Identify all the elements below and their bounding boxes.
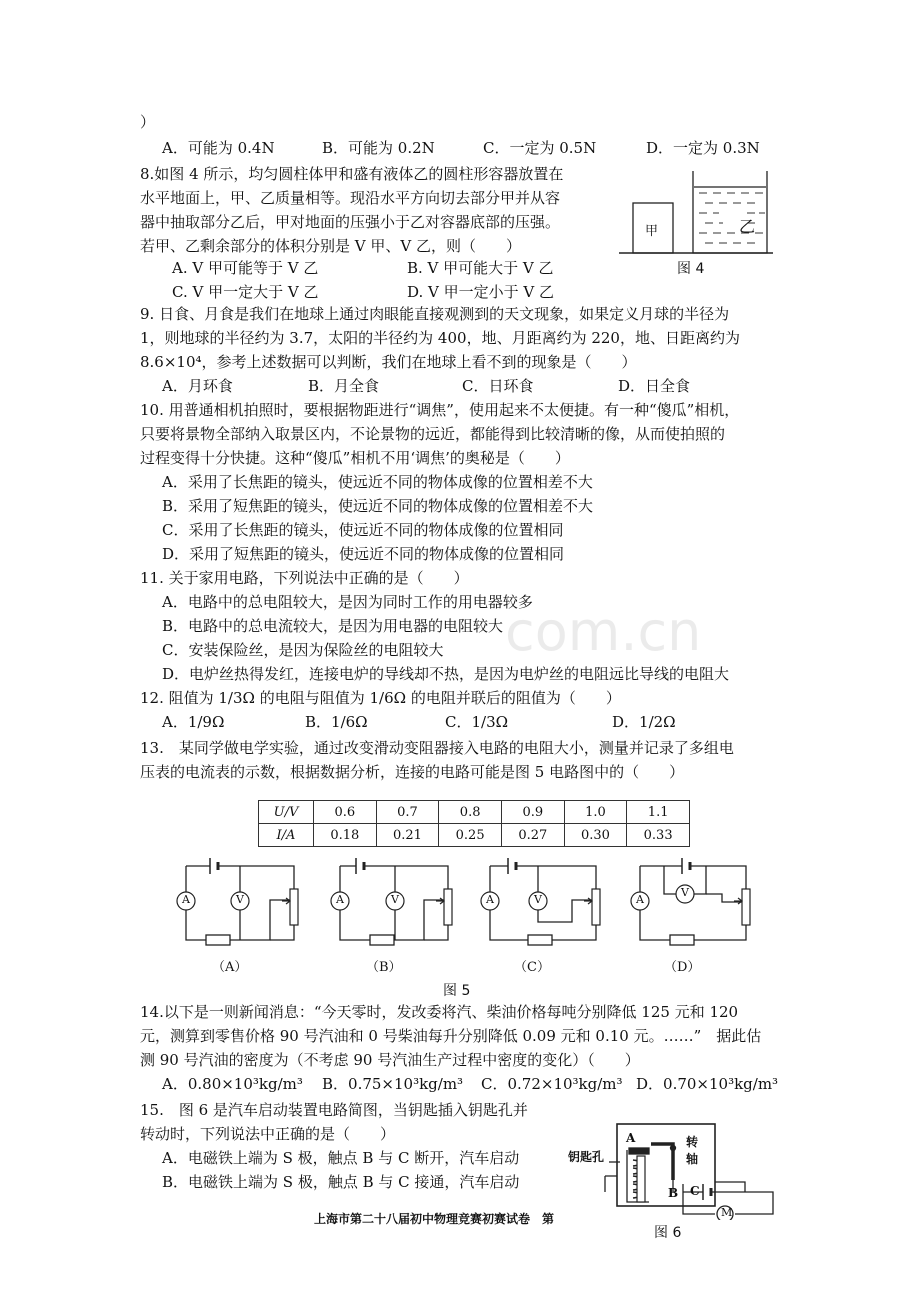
q12-option-d: D．1/2Ω [612, 713, 676, 731]
data-table [258, 800, 690, 847]
q10-line-2: 只要将景物全部纳入取景区内，不论景物的远近，都能得到比较清晰的像，从而使拍照的 [140, 425, 726, 443]
q13-line-2: 压表的电流表的示数，根据数据分析，连接的电路可能是图 5 电路图中的（ ） [140, 763, 685, 781]
q10-line-1: 10. 用普通相机拍照时，要根据物距进行“调焦”，使用起来不太便捷。有一种“傻瓜”相机， [140, 401, 740, 419]
table-row [259, 824, 690, 847]
q10-option-b: B．采用了短焦距的镜头，使远近不同的物体成像的位置相差不大 [162, 497, 594, 515]
table-cell: 0.9 [501, 801, 564, 824]
q11-option-d: D．电炉丝热得发红，连接电炉的导线却不热，是因为电炉丝的电阻远比导线的电阻大 [162, 665, 730, 683]
q12-line-1: 12. 阻值为 1/3Ω 的电阻与阻值为 1/6Ω 的电阻并联后的阻值为（ ） [140, 689, 621, 707]
table-cell: 0.25 [439, 824, 502, 847]
q14-option-d: D．0.70×10³kg/m³ [636, 1075, 779, 1093]
q8-line-2: 水平地面上，甲、乙质量相等。现沿水平方向切去部分甲并从容 [140, 189, 561, 207]
prev-option-d: D．一定为 0.3N [646, 139, 760, 157]
figure-4 [615, 165, 775, 260]
fig6-label-a: A [626, 1131, 636, 1145]
q10-option-a: A．采用了长焦距的镜头，使远近不同的物体成像的位置相差不大 [162, 473, 593, 491]
prev-option-a: A．可能为 0.4N [162, 139, 275, 157]
q12-option-c: C．1/3Ω [445, 713, 509, 731]
q14-line-1: 14.以下是一则新闻消息：“今天零时，发改委将汽、柴油价格每吨分别降低 125 元和 120 [140, 1003, 739, 1021]
q9-option-d: D．日全食 [618, 377, 691, 395]
table-cell: 0.7 [376, 801, 439, 824]
q9-option-b: B．月全食 [308, 377, 380, 395]
q8-line-4: 若甲、乙剩余部分的体积分别是 V 甲、V 乙，则（ ） [140, 237, 521, 255]
q12-option-b: B．1/6Ω [305, 713, 368, 731]
q9-line-3: 8.6×10⁴，参考上述数据可以判断，我们在地球上看不到的现象是（ ） [140, 353, 637, 371]
q11-option-b: B．电路中的总电流较大，是因为用电器的电阻较大 [162, 617, 504, 635]
circuit-d [640, 858, 746, 945]
table-head-u: U/V [259, 801, 314, 824]
q13-line-1: 13. 某同学做电学实验，通过改变滑动变阻器接入电路的电阻大小，测量并记录了多组电 [140, 739, 734, 757]
fig6-label-m: M [721, 1206, 733, 1219]
fig6-caption: 图 6 [654, 1225, 682, 1241]
table-head-i: I/A [259, 824, 314, 847]
prev-option-b: B．可能为 0.2N [322, 139, 435, 157]
q11-option-a: A．电路中的总电阻较大，是因为同时工作的用电器较多 [162, 593, 533, 611]
q8-option-a: A. V 甲可能等于 V 乙 [172, 259, 319, 277]
table-cell: 0.21 [376, 824, 439, 847]
table-cell: 1.1 [627, 801, 690, 824]
watermark: com.cn [505, 600, 702, 663]
circuit-label-a: （A） [212, 960, 248, 975]
q9-line-2: 1，则地球的半径约为 3.7，太阳的半径约为 400，地、月距离约为 220，地、日距离约为 [140, 329, 740, 347]
q11-option-c: C．安装保险丝，是因为保险丝的电阻较大 [162, 641, 444, 659]
q14-line-3: 测 90 号汽油的密度为（不考虑 90 号汽油生产过程中密度的变化）（ ） [140, 1051, 640, 1069]
fig5-caption: 图 5 [443, 983, 471, 999]
figure-6 [565, 1120, 780, 1220]
fig6-label-c: C [690, 1184, 700, 1198]
q12-option-a: A．1/9Ω [162, 713, 225, 731]
meter-letter-v: V [391, 893, 399, 906]
circuit-label-b: （B） [366, 960, 402, 975]
fig6-label-zhuan: 转 [686, 1135, 699, 1149]
q9-line-1: 9. 日食、月食是我们在地球上通过肉眼能直接观测到的天文现象，如果定义月球的半径为 [140, 305, 730, 323]
meter-letter-v: V [236, 893, 244, 906]
q14-option-a: A．0.80×10³kg/m³ [162, 1075, 303, 1093]
circuit-label-d: （D） [664, 960, 701, 975]
table-cell: 1.0 [564, 801, 627, 824]
q8-option-d: D. V 甲一定小于 V 乙 [407, 283, 554, 301]
fig6-label-zhou: 轴 [686, 1152, 699, 1166]
q8-option-b: B. V 甲可能大于 V 乙 [407, 259, 554, 277]
q8-option-c: C. V 甲一定大于 V 乙 [172, 283, 319, 301]
q8-line-1: 8.如图 4 所示，均匀圆柱体甲和盛有液体乙的圆柱形容器放置在 [140, 165, 564, 183]
fig4-caption: 图 4 [677, 261, 705, 277]
table-cell: 0.27 [501, 824, 564, 847]
prev-question-tail: ） [140, 113, 156, 131]
q9-option-a: A．月环食 [162, 377, 233, 395]
q14-option-c: C．0.72×10³kg/m³ [481, 1075, 623, 1093]
meter-letter-a: A [636, 893, 644, 906]
meter-letter-a: A [336, 893, 344, 906]
q14-line-2: 元，测算到零售价格 90 号汽油和 0 号柴油每升分别降低 0.09 元和 0.10 元。……” 据此估 [140, 1027, 762, 1045]
fig4-label-jia: 甲 [645, 224, 659, 239]
figure-5 [170, 852, 770, 952]
table-cell: 0.33 [627, 824, 690, 847]
table-cell: 0.6 [314, 801, 377, 824]
q10-option-d: D．采用了短焦距的镜头，使远近不同的物体成像的位置相同 [162, 545, 565, 563]
fig6-keyhole-label: 钥匙孔 [568, 1150, 605, 1164]
fig6-label-b: B [668, 1186, 679, 1200]
table-row [259, 801, 690, 824]
prev-option-c: C．一定为 0.5N [483, 139, 597, 157]
meter-letter-a: A [486, 893, 494, 906]
q15-option-a: A．电磁铁上端为 S 极，触点 B 与 C 断开，汽车启动 [162, 1149, 520, 1167]
q10-option-c: C．采用了长焦距的镜头，使远近不同的物体成像的位置相同 [162, 521, 564, 539]
fig4-label-yi: 乙 [739, 217, 756, 236]
q9-option-c: C．日环食 [462, 377, 534, 395]
q8-line-3: 器中抽取部分乙后，甲对地面的压强小于乙对容器底部的压强。 [140, 213, 561, 231]
q15-option-b: B．电磁铁上端为 S 极，触点 B 与 C 接通，汽车启动 [162, 1173, 520, 1191]
meter-letter-v: V [681, 886, 689, 899]
page-footer: 上海市第二十八届初中物理竞赛初赛试卷 第 [314, 1212, 555, 1226]
table-cell: 0.18 [314, 824, 377, 847]
meter-letter-a: A [182, 893, 190, 906]
table-cell: 0.8 [439, 801, 502, 824]
q10-line-3: 过程变得十分快捷。这种“傻瓜”相机不用‘调焦’的奥秘是（ ） [140, 449, 570, 467]
table-cell: 0.30 [564, 824, 627, 847]
meter-letter-v: V [534, 893, 542, 906]
q14-option-b: B．0.75×10³kg/m³ [322, 1075, 464, 1093]
q11-line-1: 11. 关于家用电路，下列说法中正确的是（ ） [140, 569, 469, 587]
q15-line-2: 转动时，下列说法中正确的是（ ） [140, 1125, 396, 1143]
q15-line-1: 15. 图 6 是汽车启动装置电路简图，当钥匙插入钥匙孔并 [140, 1101, 528, 1119]
circuit-label-c: （C） [514, 960, 550, 975]
